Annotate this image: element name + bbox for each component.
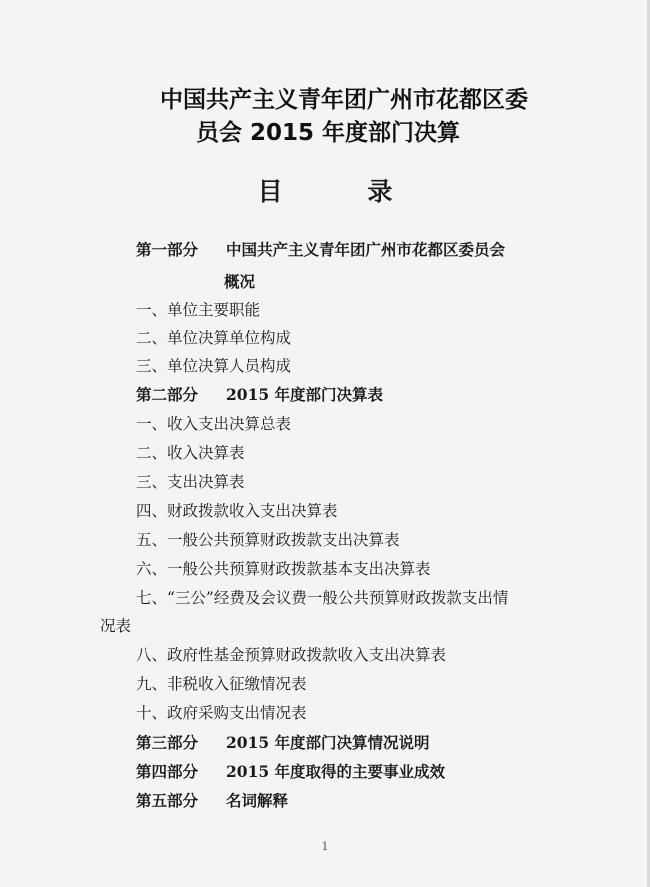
- toc-heading: 目 录: [257, 177, 431, 206]
- document-title: [160, 84, 600, 150]
- toc-part-4: [136, 760, 445, 782]
- toc-item: 二、收入决算表: [136, 444, 245, 462]
- part-5-label: 第五部分: [136, 791, 199, 810]
- toc-item: 五、一般公共预算财政拨款支出决算表: [136, 531, 400, 549]
- toc-item: 七、“三公”经费及会议费一般公共预算财政拨款支出情: [136, 589, 509, 607]
- toc-item: 二、单位决算单位构成: [136, 329, 292, 347]
- part-4-label: 第四部分: [136, 762, 199, 781]
- toc-item-continued: 况表: [100, 617, 132, 635]
- toc-part-1: [136, 238, 505, 260]
- title-line-1: 中国共产主义青年团广州市花都区委: [160, 87, 528, 113]
- part-5-title: 名词解释: [226, 791, 289, 810]
- toc-part-2: [136, 383, 383, 405]
- toc-item: 八、政府性基金预算财政拨款收入支出决算表: [136, 646, 447, 664]
- part-3-label: 第三部分: [136, 733, 199, 752]
- title-line-2: 员会 2015 年度部门决算: [196, 120, 461, 146]
- toc-item: 一、收入支出决算总表: [136, 415, 292, 433]
- part-4-title: 2015 年度取得的主要事业成效: [226, 762, 446, 781]
- page-number: 1: [321, 840, 329, 853]
- toc-part-5: [136, 789, 288, 811]
- part-1-label: 第一部分: [136, 240, 199, 259]
- toc-item: 一、单位主要职能: [136, 301, 261, 319]
- toc-item: 十、政府采购支出情况表: [136, 704, 307, 722]
- toc-part-3: [136, 731, 430, 753]
- part-1-title-continued: 概况: [224, 272, 256, 291]
- toc-item: 三、支出决算表: [136, 473, 245, 491]
- toc-item: 九、非税收入征缴情况表: [136, 675, 307, 693]
- part-2-label: 第二部分: [136, 385, 199, 404]
- toc-item: 四、财政拨款收入支出决算表: [136, 502, 338, 520]
- toc-item: 六、一般公共预算财政拨款基本支出决算表: [136, 560, 431, 578]
- part-3-title: 2015 年度部门决算情况说明: [226, 733, 430, 752]
- part-2-title: 2015 年度部门决算表: [226, 385, 384, 404]
- part-1-title: 中国共产主义青年团广州市花都区委员会: [226, 240, 506, 259]
- toc-item: 三、单位决算人员构成: [136, 357, 292, 375]
